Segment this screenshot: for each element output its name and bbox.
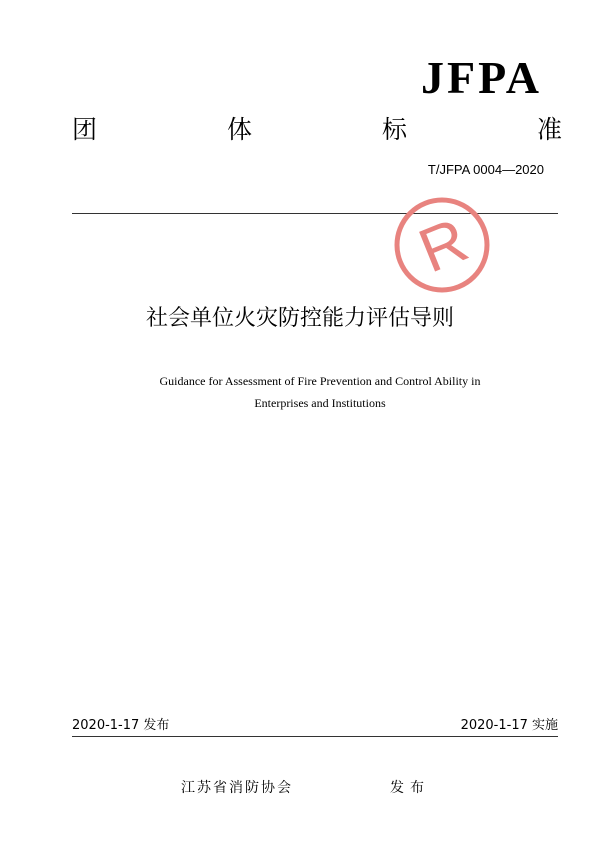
standard-type-char: 体: [226, 115, 252, 144]
standard-type: [72, 114, 562, 146]
issuing-organization: 江苏省消防协会: [181, 780, 293, 796]
bottom-divider: [72, 736, 558, 737]
issue-label: 发布: [390, 780, 430, 796]
title-en-line: Enterprises and Institutions: [254, 396, 386, 410]
title-en-line: Guidance for Assessment of Fire Prevention and Control Ability in: [159, 374, 481, 388]
issue-date: 2020-1-17 发布: [72, 718, 170, 733]
standard-type-char: 准: [536, 115, 562, 144]
document-title-en: [120, 370, 520, 414]
standard-type-char: 团: [72, 115, 98, 144]
implementation-date: 2020-1-17 实施: [460, 718, 558, 733]
registered-mark-letter: R: [409, 205, 478, 287]
registered-mark-icon: [393, 196, 491, 294]
document-title-cn: 社会单位火灾防控能力评估导则: [145, 306, 454, 331]
standard-type-char: 标: [381, 115, 407, 144]
standard-code: T/JFPA 0004—2020: [427, 162, 544, 177]
org-logo: JFPA: [420, 52, 542, 103]
